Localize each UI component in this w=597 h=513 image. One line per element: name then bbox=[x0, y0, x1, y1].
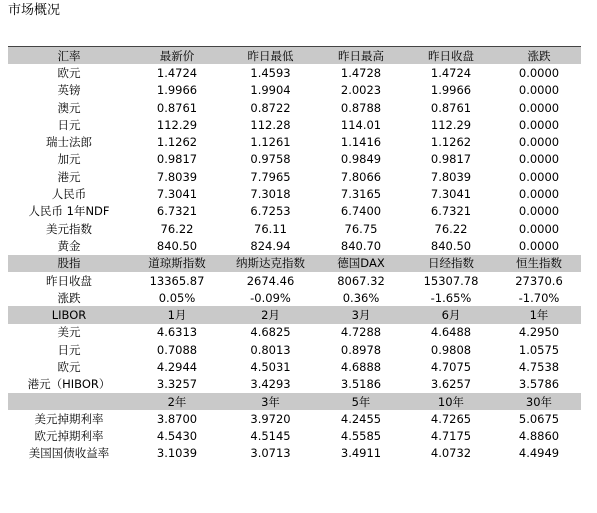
stock-index-row-label: 昨日收盘 bbox=[46, 273, 92, 288]
fx-value-cell: 0.0000 bbox=[518, 117, 560, 132]
fx-value-cell: 7.3165 bbox=[340, 187, 382, 202]
fx-value-cell: 0.8788 bbox=[340, 100, 382, 115]
libor-header-cell: 6月 bbox=[405, 306, 497, 323]
fx-value-cell: 7.8039 bbox=[156, 169, 198, 184]
swap-rate-value-cell: 4.5585 bbox=[340, 429, 382, 444]
fx-value-cell: 112.28 bbox=[250, 117, 291, 132]
swap-rate-value-cell: 4.8860 bbox=[518, 429, 560, 444]
libor-value-cell: 3.5186 bbox=[340, 377, 382, 392]
fx-row-label: 美元指数 bbox=[46, 221, 92, 236]
fx-row-label: 欧元 bbox=[57, 65, 81, 80]
libor-header-cell: LIBOR bbox=[8, 306, 130, 323]
fx-value-cell: 1.4724 bbox=[430, 65, 472, 80]
fx-header-cell: 昨日收盘 bbox=[405, 47, 497, 65]
fx-value-cell: 1.9904 bbox=[250, 83, 291, 98]
market-table bbox=[8, 46, 581, 462]
fx-value-cell: 76.22 bbox=[160, 221, 194, 236]
fx-header-cell: 汇率 bbox=[8, 47, 130, 65]
fx-value-cell: 824.94 bbox=[250, 238, 291, 253]
fx-row bbox=[8, 64, 581, 81]
fx-value-cell: 1.9966 bbox=[430, 83, 472, 98]
libor-row bbox=[8, 376, 581, 393]
fx-value-cell: 0.0000 bbox=[518, 152, 560, 167]
fx-value-cell: 7.8066 bbox=[340, 169, 382, 184]
fx-row-label: 加元 bbox=[57, 152, 81, 167]
stock-index-row bbox=[8, 272, 581, 289]
stock-index-value-cell: -0.09% bbox=[250, 290, 291, 305]
fx-value-cell: 7.8039 bbox=[430, 169, 472, 184]
swap-rate-header-cell: 30年 bbox=[497, 393, 581, 410]
libor-value-cell: 0.8013 bbox=[250, 342, 291, 357]
libor-value-cell: 1.0575 bbox=[518, 342, 560, 357]
fx-value-cell: 0.0000 bbox=[518, 169, 560, 184]
fx-row bbox=[8, 220, 581, 237]
fx-value-cell: 0.0000 bbox=[518, 187, 560, 202]
fx-value-cell: 0.0000 bbox=[518, 65, 560, 80]
stock-index-value-cell: 13365.87 bbox=[149, 273, 205, 288]
libor-value-cell: 4.6488 bbox=[430, 325, 472, 340]
fx-value-cell: 112.29 bbox=[156, 117, 198, 132]
fx-row bbox=[8, 185, 581, 202]
swap-rate-header-cell: 10年 bbox=[405, 393, 497, 410]
libor-row bbox=[8, 341, 581, 358]
swap-rate-row-label: 美元掉期利率 bbox=[34, 411, 104, 426]
stock-index-value-cell: 8067.32 bbox=[337, 273, 385, 288]
fx-row-label: 港元 bbox=[57, 169, 81, 184]
fx-value-cell: 0.9817 bbox=[156, 152, 198, 167]
fx-value-cell: 1.9966 bbox=[156, 83, 198, 98]
stock-index-value-cell: 2674.46 bbox=[246, 273, 295, 288]
stock-index-value-cell: 15307.78 bbox=[423, 273, 479, 288]
fx-value-cell: 840.50 bbox=[430, 238, 472, 253]
swap-rate-header-cell: 5年 bbox=[317, 393, 405, 410]
libor-row-label: 港元（HIBOR） bbox=[27, 377, 111, 392]
fx-value-cell: 76.75 bbox=[344, 221, 378, 236]
fx-value-cell: 7.3018 bbox=[250, 187, 291, 202]
fx-row bbox=[8, 151, 581, 168]
libor-row-label: 日元 bbox=[57, 342, 81, 357]
fx-row bbox=[8, 203, 581, 220]
fx-value-cell: 6.7321 bbox=[430, 204, 472, 219]
fx-row bbox=[8, 237, 581, 254]
swap-rate-value-cell: 3.1039 bbox=[156, 446, 198, 461]
libor-header-cell: 1年 bbox=[497, 306, 581, 323]
fx-header-cell: 昨日最高 bbox=[317, 47, 405, 65]
fx-value-cell: 7.3041 bbox=[156, 187, 198, 202]
stock-index-value-cell: -1.70% bbox=[518, 290, 560, 305]
stock-index-value-cell: 0.36% bbox=[342, 290, 380, 305]
libor-header-cell: 2月 bbox=[224, 306, 317, 323]
stock-index-value-cell: 0.05% bbox=[158, 290, 196, 305]
fx-value-cell: 1.4728 bbox=[340, 65, 382, 80]
libor-value-cell: 4.6313 bbox=[156, 325, 198, 340]
fx-value-cell: 0.9758 bbox=[250, 152, 291, 167]
fx-value-cell: 0.8761 bbox=[430, 100, 472, 115]
libor-value-cell: 3.6257 bbox=[430, 377, 472, 392]
swap-rate-value-cell: 3.4911 bbox=[340, 446, 382, 461]
libor-value-cell: 4.2944 bbox=[156, 359, 198, 374]
fx-value-cell: 840.50 bbox=[156, 238, 198, 253]
fx-value-cell: 0.8722 bbox=[250, 100, 291, 115]
fx-value-cell: 0.0000 bbox=[518, 100, 560, 115]
fx-row-label: 人民币 bbox=[51, 187, 87, 202]
stock-index-header-cell: 日经指数 bbox=[405, 255, 497, 272]
swap-rate-value-cell: 4.0732 bbox=[430, 446, 472, 461]
fx-value-cell: 1.1262 bbox=[156, 135, 198, 150]
fx-value-cell: 0.0000 bbox=[518, 221, 560, 236]
swap-rate-row bbox=[8, 428, 581, 445]
libor-row bbox=[8, 358, 581, 375]
fx-row-label: 黄金 bbox=[57, 238, 81, 253]
fx-value-cell: 0.0000 bbox=[518, 238, 560, 253]
fx-row-label: 人民币 1年NDF bbox=[28, 204, 110, 219]
stock-index-value-cell: -1.65% bbox=[430, 290, 472, 305]
stock-index-header-cell: 纳斯达克指数 bbox=[224, 255, 317, 272]
swap-rate-value-cell: 3.8700 bbox=[156, 411, 198, 426]
libor-value-cell: 4.6825 bbox=[250, 325, 291, 340]
libor-value-cell: 4.7075 bbox=[430, 359, 472, 374]
fx-value-cell: 6.7321 bbox=[156, 204, 198, 219]
swap-rate-row bbox=[8, 410, 581, 427]
libor-row-label: 美元 bbox=[57, 325, 81, 340]
swap-rate-header-row bbox=[8, 393, 581, 410]
fx-value-cell: 7.3041 bbox=[430, 187, 472, 202]
page-title: 市场概况 bbox=[8, 3, 61, 18]
fx-value-cell: 0.0000 bbox=[518, 204, 560, 219]
stock-index-header-row bbox=[8, 255, 581, 272]
fx-value-cell: 0.9849 bbox=[340, 152, 382, 167]
libor-row bbox=[8, 324, 581, 341]
fx-row-label: 日元 bbox=[57, 117, 81, 132]
swap-rate-row-label: 美国国债收益率 bbox=[28, 446, 110, 461]
fx-value-cell: 1.4724 bbox=[156, 65, 198, 80]
fx-value-cell: 1.4593 bbox=[250, 65, 291, 80]
fx-row-label: 澳元 bbox=[57, 100, 81, 115]
fx-value-cell: 2.0023 bbox=[340, 83, 382, 98]
fx-value-cell: 76.22 bbox=[434, 221, 468, 236]
stock-index-header-cell: 道琼斯指数 bbox=[130, 255, 224, 272]
fx-value-cell: 0.0000 bbox=[518, 83, 560, 98]
libor-value-cell: 0.8978 bbox=[340, 342, 382, 357]
libor-row-label: 欧元 bbox=[57, 359, 81, 374]
swap-rate-value-cell: 4.7175 bbox=[430, 429, 472, 444]
fx-row bbox=[8, 82, 581, 99]
fx-header-cell: 昨日最低 bbox=[224, 47, 317, 65]
libor-value-cell: 4.7538 bbox=[518, 359, 560, 374]
fx-value-cell: 6.7400 bbox=[340, 204, 382, 219]
stock-index-row bbox=[8, 289, 581, 306]
swap-rate-value-cell: 4.5145 bbox=[250, 429, 291, 444]
fx-value-cell: 112.29 bbox=[430, 117, 472, 132]
libor-value-cell: 4.6888 bbox=[340, 359, 382, 374]
fx-value-cell: 0.9817 bbox=[430, 152, 472, 167]
swap-rate-value-cell: 4.2455 bbox=[340, 411, 382, 426]
libor-header-cell: 3月 bbox=[317, 306, 405, 323]
fx-row bbox=[8, 133, 581, 150]
fx-row-label: 瑞士法郎 bbox=[46, 135, 92, 150]
stock-index-header-cell: 股指 bbox=[8, 255, 130, 272]
fx-value-cell: 840.70 bbox=[340, 238, 382, 253]
libor-value-cell: 3.3257 bbox=[156, 377, 198, 392]
stock-index-header-cell: 恒生指数 bbox=[497, 255, 581, 272]
libor-header-cell: 1月 bbox=[130, 306, 224, 323]
stock-index-row-label: 涨跌 bbox=[57, 290, 81, 305]
fx-value-cell: 7.7965 bbox=[250, 169, 291, 184]
swap-rate-value-cell: 3.9720 bbox=[250, 411, 291, 426]
swap-rate-row bbox=[8, 445, 581, 462]
swap-rate-row-label: 欧元掉期利率 bbox=[34, 429, 104, 444]
libor-value-cell: 4.5031 bbox=[250, 359, 291, 374]
libor-header-row bbox=[8, 306, 581, 323]
swap-rate-header-cell: 3年 bbox=[224, 393, 317, 410]
stock-index-header-cell: 德国DAX bbox=[317, 255, 405, 272]
fx-row bbox=[8, 168, 581, 185]
swap-rate-value-cell: 3.0713 bbox=[250, 446, 291, 461]
swap-rate-header-cell bbox=[8, 393, 130, 410]
fx-row-label: 英镑 bbox=[57, 83, 81, 98]
fx-row bbox=[8, 99, 581, 116]
fx-value-cell: 76.11 bbox=[254, 221, 287, 236]
market-table-body bbox=[8, 47, 581, 463]
swap-rate-value-cell: 4.4949 bbox=[518, 446, 560, 461]
fx-value-cell: 1.1416 bbox=[340, 135, 382, 150]
libor-value-cell: 3.5786 bbox=[518, 377, 560, 392]
fx-value-cell: 114.01 bbox=[340, 117, 382, 132]
libor-value-cell: 0.9808 bbox=[430, 342, 472, 357]
fx-header-cell: 涨跌 bbox=[497, 47, 581, 65]
swap-rate-value-cell: 4.7265 bbox=[430, 411, 472, 426]
fx-header-cell: 最新价 bbox=[130, 47, 224, 65]
fx-header-row bbox=[8, 47, 581, 65]
swap-rate-header-cell: 2年 bbox=[130, 393, 224, 410]
libor-value-cell: 4.7288 bbox=[340, 325, 382, 340]
libor-value-cell: 4.2950 bbox=[518, 325, 560, 340]
fx-value-cell: 0.8761 bbox=[156, 100, 198, 115]
swap-rate-value-cell: 5.0675 bbox=[518, 411, 560, 426]
fx-value-cell: 1.1262 bbox=[430, 135, 472, 150]
fx-row bbox=[8, 116, 581, 133]
swap-rate-value-cell: 4.5430 bbox=[156, 429, 198, 444]
fx-value-cell: 1.1261 bbox=[250, 135, 291, 150]
fx-value-cell: 6.7253 bbox=[250, 204, 291, 219]
fx-value-cell: 0.0000 bbox=[518, 135, 560, 150]
stock-index-value-cell: 27370.6 bbox=[515, 273, 563, 288]
libor-value-cell: 3.4293 bbox=[250, 377, 291, 392]
libor-value-cell: 0.7088 bbox=[156, 342, 198, 357]
